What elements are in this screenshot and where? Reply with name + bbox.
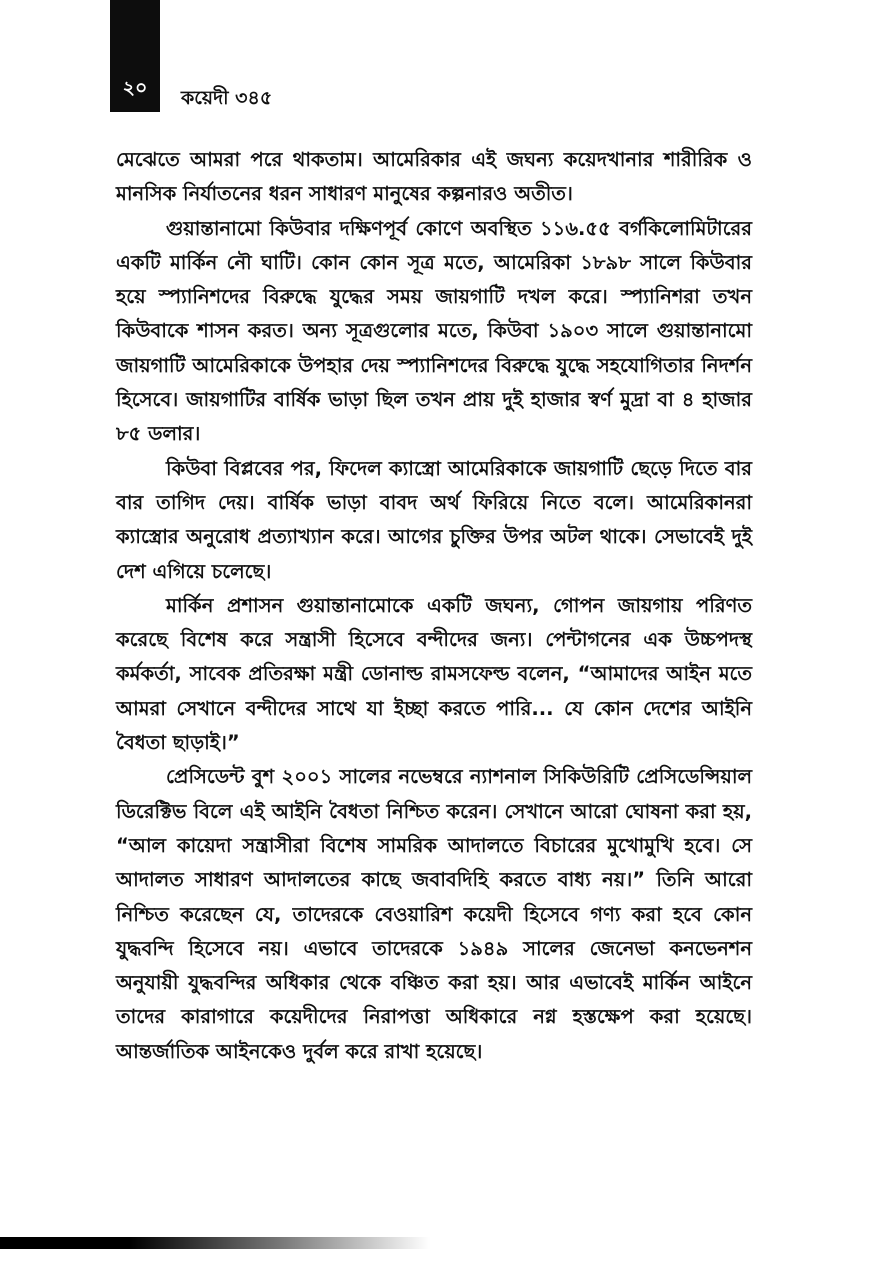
footer-gradient-bar: [0, 1237, 430, 1249]
paragraph: মার্কিন প্রশাসন গুয়ান্তানামোকে একটি জঘন্য, গোপন জায়গায় পরিণত করেছে বিশেষ করে সন্ত্রাসী হিসেবে বন্দীদের জন্য। পেন্টাগনের এক উচ্চপদস্থ কর্মকর্তা, সাবেক প্রতিরক্ষা মন্ত্রী ডোনাল্ড রামসফেল্ড বলেন, “আমাদের আইন মতে আমরা সেখানে বন্দীদের সাথে যা ইচ্ছা করতে পারি... যে কোন দেশের আইনি বৈধতা ছাড়াই।”: [116, 593, 752, 755]
paragraph: কিউবা বিপ্লবের পর, ফিদেল ক্যাস্ত্রো আমেরিকাকে জায়গাটি ছেড়ে দিতে বার বার তাগিদ দেয়। বার্ষিক ভাড়া বাবদ অর্থ ফিরিয়ে নিতে বলে। আমেরিকানরা ক্যাস্ত্রোর অনুরোধ প্রত্যাখ্যান করে। আগের চুক্তির উপর অটল থাকে। সেভাবেই দুই দেশ এগিয়ে চলেছে।: [116, 456, 752, 583]
paragraph: মেঝেতে আমরা পরে থাকতাম। আমেরিকার এই জঘন্য কয়েদখানার শারীরিক ও মানসিক নির্যাতনের ধরন সাধারণ মানুষের কল্পনারও অতীত।: [116, 148, 752, 206]
page-number: ২০: [122, 77, 148, 99]
body-text: [116, 143, 752, 1069]
paragraph: প্রেসিডেন্ট বুশ ২০০১ সালের নভেম্বরে ন্যাশনাল সিকিউরিটি প্রেসিডেন্সিয়াল ডিরেক্টিভ বিলে এই আইনি বৈধতা নিশ্চিত করেন। সেখানে আরো ঘোষনা করা হয়, “আল কায়েদা সন্ত্রাসীরা বিশেষ সামরিক আদালতে বিচারের মুখোমুখি হবে। সে আদালত সাধারণ আদালতের কাছে জবাবদিহি করতে বাধ্য নয়।” তিনি আরো নিশ্চিত করেছেন যে, তাদেরকে বেওয়ারিশ কয়েদী হিসেবে গণ্য করা হবে কোন যুদ্ধবন্দি হিসেবে নয়। এভাবে তাদেরকে ১৯৪৯ সালের জেনেভা কনভেনশন অনুযায়ী যুদ্ধবন্দির অধিকার থেকে বঞ্চিত করা হয়। আর এভাবেই মার্কিন আইনে তাদের কারাগারে কয়েদীদের নিরাপত্তা অধিকারে নগ্ন হস্তক্ষেপ করা হয়েছে। আন্তর্জাতিক আইনকেও দুর্বল করে রাখা হয়েছে।: [116, 765, 752, 1063]
page-number-tab: [110, 0, 160, 112]
paragraph: গুয়ান্তানামো কিউবার দক্ষিণপূর্ব কোণে অবস্থিত ১১৬.৫৫ বর্গকিলোমিটারের একটি মার্কিন নৌ ঘাটি। কোন কোন সূত্র মতে, আমেরিকা ১৮৯৮ সালে কিউবার হয়ে স্প্যানিশদের বিরুদ্ধে যুদ্ধের সময় জায়গাটি দখল করে। স্প্যানিশরা তখন কিউবাকে শাসন করত। অন্য সূত্রগুলোর মতে, কিউবা ১৯০৩ সালে গুয়ান্তানামো জায়গাটি আমেরিকাকে উপহার দেয় স্প্যানিশদের বিরুদ্ধে যুদ্ধে সহযোগিতার নিদর্শন হিসেবে। জায়গাটির বার্ষিক ভাড়া ছিল তখন প্রায় দুই হাজার স্বর্ণ মুদ্রা বা ৪ হাজার ৮৫ ডলার।: [116, 216, 752, 446]
running-title: কয়েদী ৩৪৫: [181, 87, 273, 109]
